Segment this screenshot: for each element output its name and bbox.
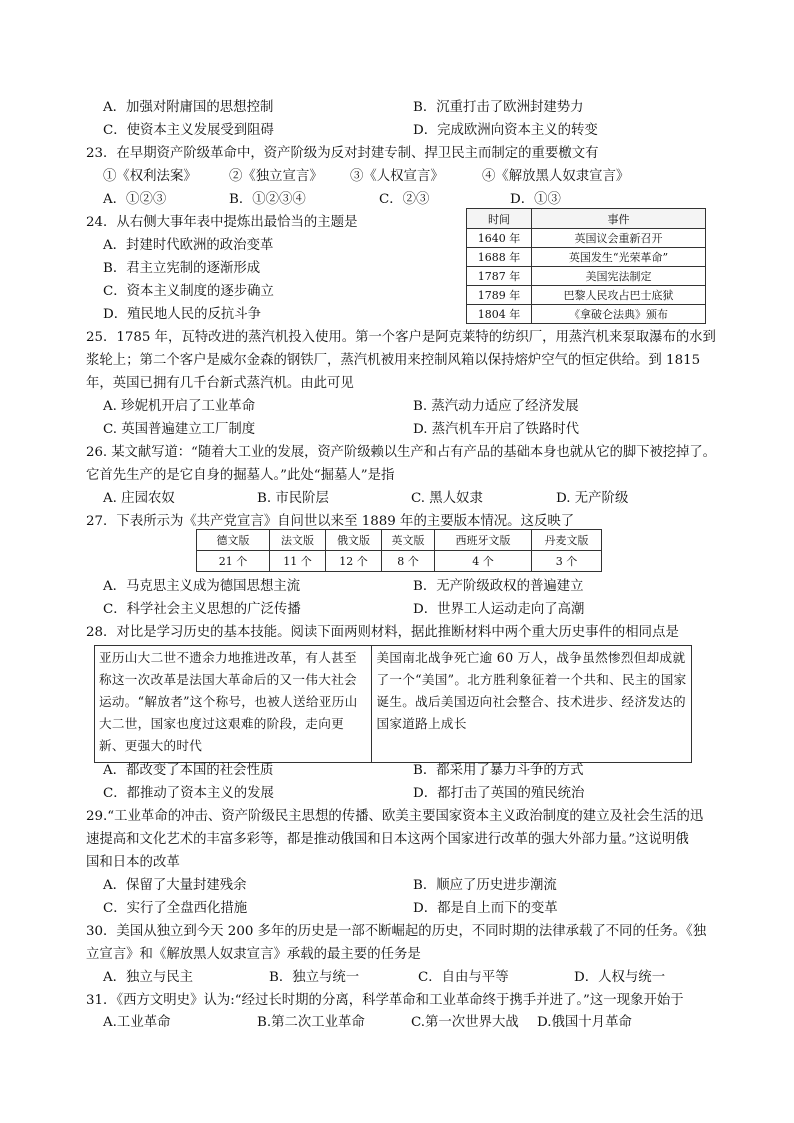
q22-option-c[interactable]: C．使资本主义发展受到阻碍 xyxy=(103,123,274,138)
q25-stem-line-3: 年，英国已拥有几千台新式蒸汽机。由此可见 xyxy=(86,376,354,391)
q29-option-b[interactable]: B．顺应了历史进步潮流 xyxy=(413,878,557,893)
q28-stem: 28．对比是学习历史的基本技能。阅读下面两则材料，据此推断材料中两个重大历史事件的相同点是 xyxy=(86,625,679,640)
q31-stem: 31．《西方文明史》认为:“经过长时期的分离，科学革命和工业革命终于携手并进了。”这一现象开始于 xyxy=(86,993,684,1008)
q27-value: 12 个 xyxy=(326,551,382,572)
q28-material-right: 美国南北战争死亡逾 60 万人，战争虽然惨烈但却成就了一个“美国”。北方胜利象征着一个共和、民主的国家诞生。战后美国迈向社会整合、技术进步、经济发达的国家道路上成长 xyxy=(372,646,692,763)
q27-header: 西班牙文版 xyxy=(435,530,532,551)
q30-option-a[interactable]: A．独立与民主 xyxy=(103,970,194,985)
q26-stem-line-2: 它首先生产的是它自身的掘墓人。”此处“掘墓人”是指 xyxy=(86,468,395,483)
q28-option-c[interactable]: C．都推动了资本主义的发展 xyxy=(103,786,274,801)
q26-option-d[interactable]: D. 无产阶级 xyxy=(556,491,629,506)
q30-option-d[interactable]: D．人权与统一 xyxy=(574,970,666,985)
q25-stem-line-1: 25．1785 年，瓦特改进的蒸汽机投入使用。第一个客户是阿克莱特的纺织厂，用蒸汽机来泵取瀑布的水到 xyxy=(86,330,716,345)
q27-option-b[interactable]: B．无产阶级政权的普遍建立 xyxy=(413,579,584,594)
q27-value: 11 个 xyxy=(270,551,326,572)
q24-cell-event: 《拿破仑法典》颁布 xyxy=(532,305,706,324)
q24-cell-event: 巴黎人民攻占巴士底狱 xyxy=(532,286,706,305)
q25-stem-line-2: 浆轮上；第二个客户是威尔金森的钢铁厂，蒸汽机被用来控制风箱以保持熔炉空气的恒定供给。到 1815 xyxy=(86,353,701,368)
q28-option-b[interactable]: B．都采用了暴力斗争的方式 xyxy=(413,763,584,778)
q29-stem-line-1: 29.“工业革命的冲击、资产阶级民主思想的传播、欧美主要国家资本主义政治制度的建立及社会生活的迅 xyxy=(86,809,704,824)
q24-option-a[interactable]: A．封建时代欧洲的政治变革 xyxy=(103,238,274,253)
q29-option-c[interactable]: C．实行了全盘西化措施 xyxy=(103,901,248,916)
q31-option-b[interactable]: B.第二次工业革命 xyxy=(257,1015,365,1030)
q24-cell-year: 1688 年 xyxy=(467,248,532,267)
q31-option-d[interactable]: D.俄国十月革命 xyxy=(537,1015,632,1030)
q30-option-c[interactable]: C．自由与平等 xyxy=(418,970,509,985)
q23-option-b[interactable]: B．①②③④ xyxy=(229,192,306,207)
q24-cell-event: 美国宪法制定 xyxy=(532,267,706,286)
q23-item-4: ④《解放黑人奴隶宣言》 xyxy=(482,169,630,184)
q22-option-b[interactable]: B．沉重打击了欧洲封建势力 xyxy=(413,100,584,115)
q23-stem: 23．在早期资产阶级革命中，资产阶级为反对封建专制、捍卫民主而制定的重要檄文有 xyxy=(86,146,599,161)
q23-option-c[interactable]: C．②③ xyxy=(379,192,430,207)
q25-option-a[interactable]: A. 珍妮机开启了工业革命 xyxy=(103,399,256,414)
q23-option-d[interactable]: D．①③ xyxy=(510,192,561,207)
q29-stem-line-2: 速提高和文化艺术的丰富多彩等，都是推动俄国和日本这两个国家进行改革的强大外部力量。”这说明俄 xyxy=(86,832,689,847)
q26-stem-line-1: 26. 某文献写道：“随着大工业的发展，资产阶级赖以生产和占有产品的基础本身也就从它的脚下被挖掉了。 xyxy=(86,445,716,460)
q30-option-b[interactable]: B．独立与统一 xyxy=(269,970,360,985)
q30-stem-line-2: 立宣言》和《解放黑人奴隶宣言》承载的最主要的任务是 xyxy=(86,947,421,962)
q25-option-b[interactable]: B. 蒸汽动力适应了经济发展 xyxy=(413,399,579,414)
q28-option-d[interactable]: D．都打击了英国的殖民统治 xyxy=(413,786,585,801)
q24-option-c[interactable]: C．资本主义制度的逐步确立 xyxy=(103,284,274,299)
q23-item-3: ③《人权宣言》 xyxy=(350,169,444,184)
q26-option-c[interactable]: C. 黑人奴隶 xyxy=(411,491,483,506)
q27-header: 英文版 xyxy=(382,530,435,551)
q28-option-a[interactable]: A．都改变了本国的社会性质 xyxy=(103,763,274,778)
q23-option-a[interactable]: A．①②③ xyxy=(103,192,167,207)
q26-option-a[interactable]: A. 庄园农奴 xyxy=(103,491,175,506)
q24-cell-year: 1787 年 xyxy=(467,267,532,286)
q27-value: 4 个 xyxy=(435,551,532,572)
q27-header: 德文版 xyxy=(197,530,270,551)
q24-cell-year: 1804 年 xyxy=(467,305,532,324)
q30-stem-line-1: 30．美国从独立到今天 200 多年的历史是一部不断崛起的历史，不同时期的法律承载了不同的任务。《独 xyxy=(86,924,707,939)
q27-value: 8 个 xyxy=(382,551,435,572)
q29-stem-line-3: 国和日本的改革 xyxy=(86,855,180,870)
q24-cell-event: 英国发生“光荣革命” xyxy=(532,248,706,267)
q24-header-time: 时间 xyxy=(467,209,532,229)
q27-editions-table xyxy=(196,529,602,572)
q28-material-left: 亚历山大二世不遗余力地推进改革，有人甚至称这一次改革是法国大革命后的又一伟大社会运动。“解放者”这个称号，也被人送给亚历山大二世，国家也度过这艰难的阶段，走向更新、更强大的时代 xyxy=(95,646,372,763)
q29-option-d[interactable]: D．都是自上而下的变革 xyxy=(413,901,558,916)
q24-timeline-table xyxy=(466,208,706,324)
q31-option-a[interactable]: A.工业革命 xyxy=(103,1015,171,1030)
q27-header: 丹麦文版 xyxy=(532,530,602,551)
q24-option-b[interactable]: B．君主立宪制的逐渐形成 xyxy=(103,261,261,276)
q24-header-event: 事件 xyxy=(532,209,706,229)
q22-option-a[interactable]: A．加强对附庸国的思想控制 xyxy=(103,100,274,115)
q27-value: 3 个 xyxy=(532,551,602,572)
q27-header: 俄文版 xyxy=(326,530,382,551)
q24-stem: 24．从右侧大事年表中提炼出最恰当的主题是 xyxy=(86,215,358,230)
q23-item-1: ①《权利法案》 xyxy=(103,169,197,184)
q24-cell-year: 1789 年 xyxy=(467,286,532,305)
q27-option-d[interactable]: D．世界工人运动走向了高潮 xyxy=(413,602,585,617)
q25-option-c[interactable]: C. 英国普遍建立工厂制度 xyxy=(103,422,256,437)
q27-option-a[interactable]: A．马克思主义成为德国思想主流 xyxy=(103,579,301,594)
q27-stem: 27．下表所示为《共产党宣言》自问世以来至 1889 年的主要版本情况。这反映了 xyxy=(86,514,575,529)
q27-header: 法文版 xyxy=(270,530,326,551)
q24-option-d[interactable]: D．殖民地人民的反抗斗争 xyxy=(103,307,262,322)
q27-option-c[interactable]: C．科学社会主义思想的广泛传播 xyxy=(103,602,301,617)
q29-option-a[interactable]: A．保留了大量封建残余 xyxy=(103,878,247,893)
q27-value: 21 个 xyxy=(197,551,270,572)
q26-option-b[interactable]: B. 市民阶层 xyxy=(257,491,329,506)
q23-item-2: ②《独立宣言》 xyxy=(229,169,323,184)
q22-option-d[interactable]: D．完成欧洲向资本主义的转变 xyxy=(413,123,598,138)
q28-materials-table xyxy=(94,645,692,763)
q24-cell-year: 1640 年 xyxy=(467,229,532,248)
q31-option-c[interactable]: C.第一次世界大战 xyxy=(411,1015,519,1030)
q25-option-d[interactable]: D. 蒸汽机车开启了铁路时代 xyxy=(413,422,580,437)
q24-cell-event: 英国议会重新召开 xyxy=(532,229,706,248)
